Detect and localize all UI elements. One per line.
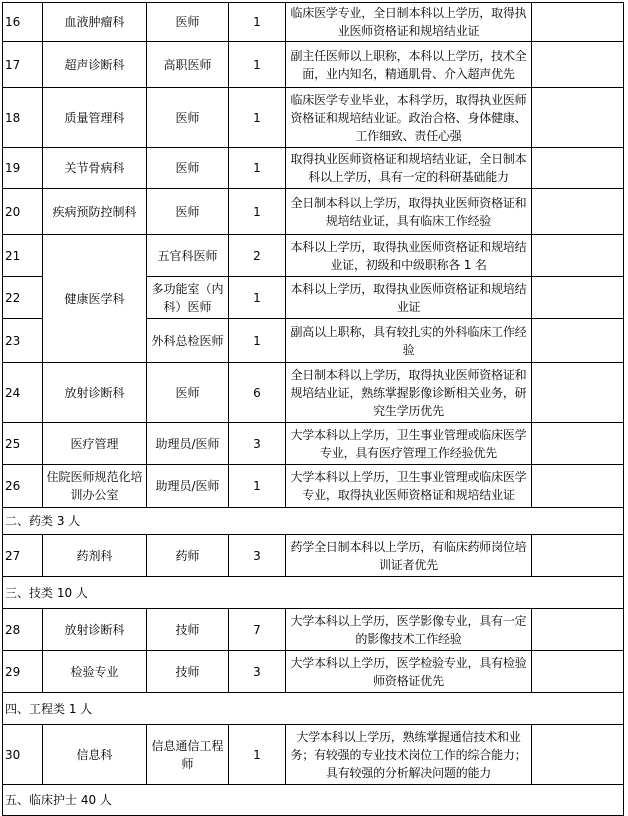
table-row xyxy=(3,189,624,235)
section-heading: 二、药类 3 人 xyxy=(3,508,624,535)
count-cell: 1 xyxy=(229,42,286,88)
position-cell: 助理员/医师 xyxy=(147,423,229,465)
empty-cell xyxy=(532,148,624,189)
count-cell: 7 xyxy=(229,609,286,651)
section-heading: 三、技类 10 人 xyxy=(3,577,624,609)
row-number: 24 xyxy=(3,363,43,423)
requirement-cell: 大学本科以上学历，医学影像专业，具有一定的影像技术工作经验 xyxy=(286,609,532,651)
count-cell: 1 xyxy=(229,3,286,42)
row-number: 27 xyxy=(3,535,43,577)
row-number: 26 xyxy=(3,465,43,508)
row-number: 18 xyxy=(3,88,43,148)
row-number: 29 xyxy=(3,651,43,693)
department-cell: 关节骨病科 xyxy=(43,148,147,189)
position-cell: 助理员/医师 xyxy=(147,465,229,508)
row-number: 21 xyxy=(3,235,43,277)
department-cell: 血液肿瘤科 xyxy=(43,3,147,42)
empty-cell xyxy=(532,423,624,465)
empty-cell xyxy=(532,363,624,423)
section-row xyxy=(3,577,624,609)
requirement-cell: 药学全日制本科以上学历，有临床药师岗位培训证者优先 xyxy=(286,535,532,577)
empty-cell xyxy=(532,277,624,319)
requirement-cell: 副主任医师以上职称，本科以上学历，技术全面，业内知名，精通肌骨、介入超声优先 xyxy=(286,42,532,88)
count-cell: 1 xyxy=(229,189,286,235)
requirement-cell: 大学本科以上学历，医学检验专业，具有检验师资格证优先 xyxy=(286,651,532,693)
position-cell: 五官科医师 xyxy=(147,235,229,277)
recruitment-table xyxy=(2,2,624,816)
row-number: 16 xyxy=(3,3,43,42)
count-cell: 3 xyxy=(229,651,286,693)
department-cell: 疾病预防控制科 xyxy=(43,189,147,235)
department-cell: 检验专业 xyxy=(43,651,147,693)
row-number: 25 xyxy=(3,423,43,465)
requirement-cell: 本科以上学历，取得执业医师资格证和规培结业证 xyxy=(286,277,532,319)
requirement-cell: 大学本科以上学历，卫生事业管理或临床医学专业，具有医疗管理工作经验优先 xyxy=(286,423,532,465)
position-cell: 信息通信工程师 xyxy=(147,725,229,785)
department-cell: 住院医师规范化培训办公室 xyxy=(43,465,147,508)
section-heading: 四、工程类 1 人 xyxy=(3,693,624,725)
empty-cell xyxy=(532,319,624,363)
department-cell: 放射诊断科 xyxy=(43,609,147,651)
row-number: 30 xyxy=(3,725,43,785)
position-cell: 医师 xyxy=(147,148,229,189)
requirement-cell: 全日制本科以上学历，取得执业医师资格证和规培结业证，熟练掌握影像诊断相关业务，研究生学历优先 xyxy=(286,363,532,423)
count-cell: 1 xyxy=(229,465,286,508)
row-number: 23 xyxy=(3,319,43,363)
table-row xyxy=(3,88,624,148)
requirement-cell: 本科以上学历，取得执业医师资格证和规培结业证，初级和中级职称各 1 名 xyxy=(286,235,532,277)
count-cell: 1 xyxy=(229,277,286,319)
requirement-cell: 临床医学专业，全日制本科以上学历，取得执业医师资格证和规培结业证 xyxy=(286,3,532,42)
department-cell: 信息科 xyxy=(43,725,147,785)
position-cell: 外科总检医师 xyxy=(147,319,229,363)
row-number: 17 xyxy=(3,42,43,88)
count-cell: 1 xyxy=(229,148,286,189)
table-row xyxy=(3,423,624,465)
empty-cell xyxy=(532,235,624,277)
section-heading: 五、临床护士 40 人 xyxy=(3,785,624,816)
table-row xyxy=(3,148,624,189)
empty-cell xyxy=(532,189,624,235)
position-cell: 医师 xyxy=(147,88,229,148)
table-row xyxy=(3,535,624,577)
count-cell: 3 xyxy=(229,535,286,577)
count-cell: 1 xyxy=(229,725,286,785)
count-cell: 1 xyxy=(229,319,286,363)
department-cell: 质量管理科 xyxy=(43,88,147,148)
department-cell: 健康医学科 xyxy=(43,235,147,363)
count-cell: 6 xyxy=(229,363,286,423)
position-cell: 药师 xyxy=(147,535,229,577)
position-cell: 高职医师 xyxy=(147,42,229,88)
position-cell: 多功能室（内科）医师 xyxy=(147,277,229,319)
position-cell: 医师 xyxy=(147,3,229,42)
requirement-cell: 取得执业医师资格证和规培结业证，全日制本科以上学历，具有一定的科研基础能力 xyxy=(286,148,532,189)
department-cell: 超声诊断科 xyxy=(43,42,147,88)
department-cell: 放射诊断科 xyxy=(43,363,147,423)
empty-cell xyxy=(532,88,624,148)
empty-cell xyxy=(532,535,624,577)
section-row xyxy=(3,785,624,816)
row-number: 19 xyxy=(3,148,43,189)
row-number: 20 xyxy=(3,189,43,235)
requirement-cell: 全日制本科以上学历，取得执业医师资格证和规培结业证，具有临床工作经验 xyxy=(286,189,532,235)
department-cell: 医疗管理 xyxy=(43,423,147,465)
requirement-cell: 大学本科以上学历，卫生事业管理或临床医学专业，取得执业医师资格证和规培结业证 xyxy=(286,465,532,508)
count-cell: 2 xyxy=(229,235,286,277)
empty-cell xyxy=(532,3,624,42)
department-cell: 药剂科 xyxy=(43,535,147,577)
empty-cell xyxy=(532,651,624,693)
table-row xyxy=(3,609,624,651)
table-row xyxy=(3,42,624,88)
table-row xyxy=(3,651,624,693)
empty-cell xyxy=(532,725,624,785)
position-cell: 医师 xyxy=(147,363,229,423)
empty-cell xyxy=(532,42,624,88)
section-row xyxy=(3,508,624,535)
position-cell: 技师 xyxy=(147,651,229,693)
table-row xyxy=(3,363,624,423)
table-row xyxy=(3,465,624,508)
requirement-cell: 临床医学专业毕业，本科学历，取得执业医师资格证和规培结业证。政治合格、身体健康、工作细致、责任心强 xyxy=(286,88,532,148)
table-row xyxy=(3,725,624,785)
table-row xyxy=(3,3,624,42)
section-row xyxy=(3,693,624,725)
position-cell: 技师 xyxy=(147,609,229,651)
count-cell: 3 xyxy=(229,423,286,465)
requirement-cell: 副高以上职称，具有较扎实的外科临床工作经验 xyxy=(286,319,532,363)
count-cell: 1 xyxy=(229,88,286,148)
empty-cell xyxy=(532,465,624,508)
empty-cell xyxy=(532,609,624,651)
row-number: 28 xyxy=(3,609,43,651)
table-row xyxy=(3,235,624,277)
row-number: 22 xyxy=(3,277,43,319)
position-cell: 医师 xyxy=(147,189,229,235)
requirement-cell: 大学本科以上学历，熟练掌握通信技术和业务；有较强的专业技术岗位工作的综合能力；具有较强的分析解决问题的能力 xyxy=(286,725,532,785)
